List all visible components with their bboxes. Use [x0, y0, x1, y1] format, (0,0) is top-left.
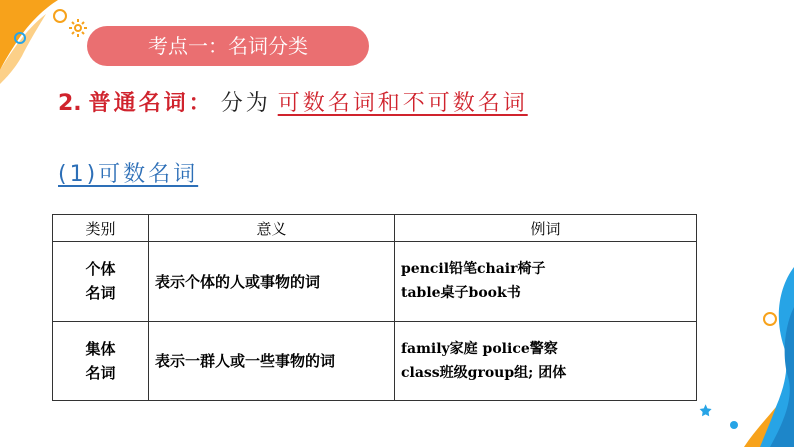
example-line: pencil铅笔chair椅子 — [401, 261, 546, 278]
row-examples — [395, 242, 697, 322]
section-heading — [58, 88, 528, 119]
row-examples — [395, 321, 697, 401]
table-header-row — [53, 215, 697, 242]
category-line: 个体 — [85, 260, 116, 279]
row-category — [53, 242, 149, 322]
example-line: table桌子book书 — [401, 285, 521, 302]
subheading[interactable]: (1)可数名词 — [58, 162, 199, 187]
category-line: 集体 — [85, 339, 116, 358]
row-meaning: 表示一群人或一些事物的词 — [149, 321, 395, 401]
example-line: family家庭 police警察 — [401, 340, 558, 357]
row-meaning: 表示个体的人或事物的词 — [149, 242, 395, 322]
header-meaning: 意义 — [149, 215, 395, 242]
table-row — [53, 321, 697, 401]
heading-text: 分为 — [220, 91, 271, 116]
heading-link[interactable]: 可数名词和不可数名词 — [277, 91, 528, 116]
heading-label: 普通名词： — [88, 90, 214, 116]
noun-table — [52, 214, 697, 401]
table-row — [53, 242, 697, 322]
header-category: 类别 — [53, 215, 149, 242]
header-examples: 例词 — [395, 215, 697, 242]
category-line: 名词 — [85, 363, 116, 382]
category-line: 名词 — [85, 284, 116, 303]
bottom-right-decoration — [684, 247, 794, 447]
title-banner: 考点一：名词分类 — [87, 26, 369, 66]
row-category — [53, 321, 149, 401]
heading-number: 2. — [58, 91, 82, 116]
example-line: class班级group组; 团体 — [401, 364, 567, 381]
